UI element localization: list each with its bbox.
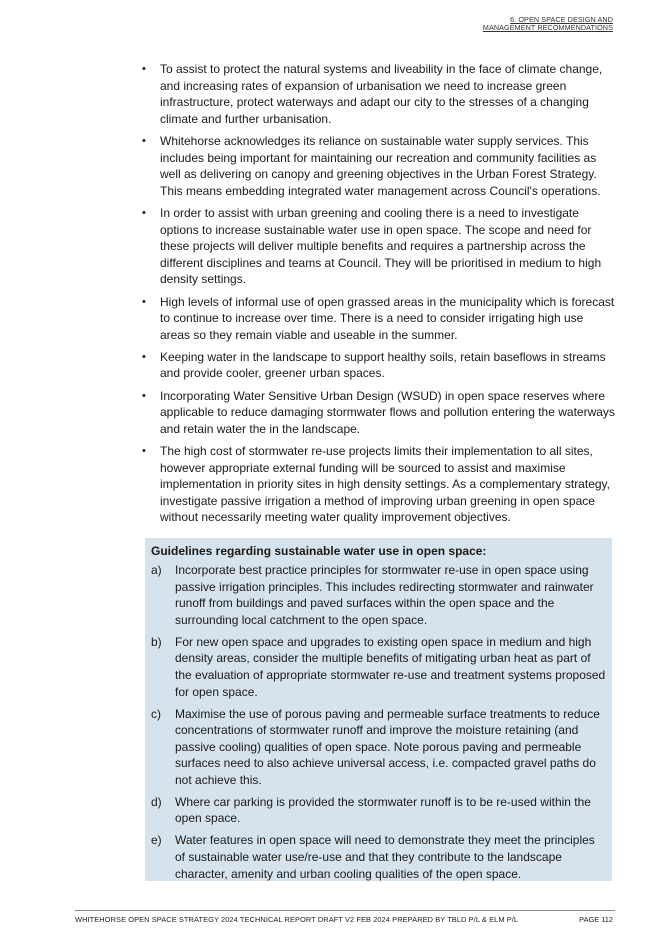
bullet-text: High levels of informal use of open grassed areas in the municipality which is forecast to continue to increase over time. There is a need to consider irrigating high use areas so they remain viable and useable in the summer. bbox=[160, 294, 615, 342]
bullet-icon: • bbox=[142, 389, 146, 402]
guideline-letter: a) bbox=[151, 563, 162, 577]
footer-text: WHITEHORSE OPEN SPACE STRATEGY 2024 TECHNICAL REPORT DRAFT V2 FEB 2024 PREPARED BY TBLD P/L & ELM P/L bbox=[75, 915, 519, 924]
header-line-2: MANAGEMENT RECOMMENDATIONS bbox=[482, 23, 613, 33]
bullet-text: Whitehorse acknowledges its reliance on sustainable water supply services. This includes being important for maintaining our recreation and community facilities as well as delivering on canopy and greening objectives in the Urban Forest Strategy. This means embedding integrated water management across Council's operations. bbox=[160, 133, 601, 198]
guideline-item bbox=[151, 794, 607, 827]
guideline-item bbox=[151, 562, 607, 628]
guideline-text: For new open space and upgrades to existing open space in medium and high density areas, consider the multiple benefits of mitigating urban heat as part of the evaluation of appropriate stormwater re-use and treatment systems proposed for open space. bbox=[175, 634, 606, 699]
bullet-icon: • bbox=[142, 295, 146, 308]
bullet-item bbox=[142, 205, 616, 288]
guideline-text: Maximise the use of porous paving and permeable surface treatments to reduce concentrations of stormwater runoff and improve the moisture retaining (and passive cooling) qualities of open space. Note porous paving and permeable surfaces need to also achieve universal access, i.e. compacted gravel paths do not achieve this. bbox=[175, 706, 600, 787]
bullet-item bbox=[142, 349, 616, 382]
guideline-item bbox=[151, 832, 607, 882]
bullet-icon: • bbox=[142, 350, 146, 363]
bullet-icon: • bbox=[142, 445, 146, 458]
guideline-letter: b) bbox=[151, 634, 162, 649]
guideline-text: Water features in open space will need to demonstrate they meet the principles of sustainable water use/re-use and that they contribute to the landscape character, amenity and urban cooling qualities of the open space. bbox=[175, 833, 595, 881]
guidelines-list bbox=[151, 562, 607, 888]
bullet-item bbox=[142, 133, 616, 199]
guideline-letter: c) bbox=[151, 706, 161, 721]
bullet-icon: • bbox=[142, 63, 146, 75]
page-number: PAGE 112 bbox=[579, 915, 613, 924]
bullet-item bbox=[142, 443, 616, 526]
guideline-letter: e) bbox=[151, 833, 162, 848]
guideline-letter: d) bbox=[151, 794, 162, 809]
guidelines-box bbox=[145, 538, 612, 881]
bullet-text: The high cost of stormwater re-use projects limits their implementation to all sites, however appropriate external funding will be sourced to assist and maximise implementation in priority sites in high density settings. As a complementary strategy, investigate passive irrigation a method of improving urban greening in open space without necessarily meeting water quality improvement objectives. bbox=[160, 444, 610, 525]
bullet-list bbox=[142, 61, 616, 532]
bullet-item bbox=[142, 388, 616, 438]
footer-divider bbox=[75, 910, 615, 911]
bullet-item bbox=[142, 294, 616, 344]
running-header bbox=[483, 16, 613, 33]
guideline-item bbox=[151, 634, 607, 700]
bullet-text: To assist to protect the natural systems and liveability in the face of climate change, and increasing rates of expansion of urbanisation we need to increase green infrastructure, protect waterways and adapt our city to the stresses of a changing climate and further urbanisation. bbox=[160, 62, 603, 126]
bullet-icon: • bbox=[142, 134, 146, 147]
guideline-item bbox=[151, 706, 607, 789]
bullet-item bbox=[142, 61, 616, 127]
bullet-text: Keeping water in the landscape to support healthy soils, retain baseflows in streams and provide cooler, greener urban spaces. bbox=[160, 349, 606, 381]
guidelines-title: Guidelines regarding sustainable water use in open space: bbox=[151, 544, 487, 558]
guideline-text: Incorporate best practice principles for stormwater re-use in open space using passive irrigation principles. This includes redirecting stormwater and rainwater runoff from buildings and paved surfaces within the open space and the surrounding local catchment to the open space. bbox=[175, 563, 594, 627]
guideline-text: Where car parking is provided the stormwater runoff is to be re-used within the open space. bbox=[175, 794, 591, 826]
bullet-text: Incorporating Water Sensitive Urban Design (WSUD) in open space reserves where applicable to reduce damaging stormwater flows and pollution entering the waterways and retain water the in the landscape. bbox=[160, 388, 615, 436]
bullet-text: In order to assist with urban greening and cooling there is a need to investigate options to increase sustainable water use in open space. The scope and need for these projects will deliver multiple benefits and requires a partnership across the different disciplines and teams at Council. They will be prioritised in medium to high density settings. bbox=[160, 205, 602, 287]
bullet-icon: • bbox=[142, 206, 146, 219]
header-line-1: 6. OPEN SPACE DESIGN AND bbox=[510, 15, 613, 24]
